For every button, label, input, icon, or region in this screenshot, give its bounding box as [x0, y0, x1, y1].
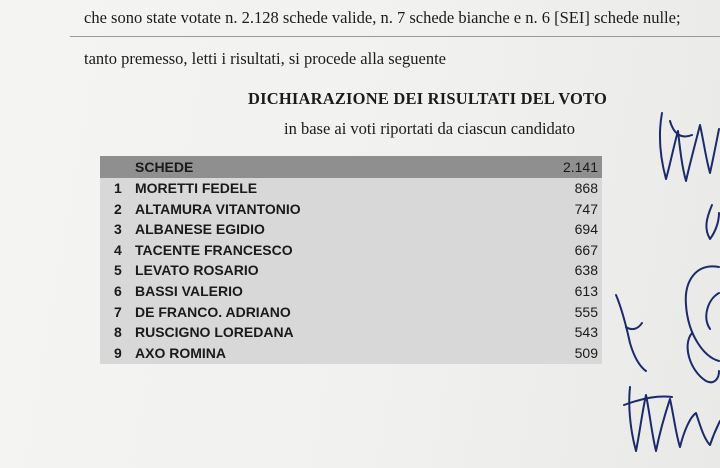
- candidate-name: ALBANESE EGIDIO: [135, 221, 265, 238]
- table-row: [100, 199, 602, 220]
- row-number: 4: [114, 241, 122, 258]
- row-number: 7: [114, 303, 122, 320]
- candidate-votes: 747: [574, 200, 598, 217]
- divider-rule: [70, 36, 720, 37]
- table-row: [100, 219, 602, 240]
- row-number: 8: [114, 324, 122, 341]
- candidate-name: BASSI VALERIO: [135, 282, 243, 299]
- table-row: [100, 302, 602, 323]
- row-number: 3: [114, 221, 122, 238]
- candidate-votes: 613: [574, 282, 598, 299]
- table-row: [100, 322, 602, 343]
- candidate-name: RUSCIGNO LOREDANA: [135, 324, 294, 341]
- candidate-votes: 667: [574, 241, 598, 258]
- text-line-premise: tanto premesso, letti i risultati, si procede alla seguente: [84, 49, 446, 68]
- results-heading: DICHIARAZIONE DEI RISULTATI DEL VOTO: [248, 89, 607, 108]
- table-row: [100, 240, 602, 261]
- candidate-name: LEVATO ROSARIO: [135, 262, 259, 279]
- row-number: 6: [114, 282, 122, 299]
- candidate-votes: 509: [574, 344, 598, 361]
- candidate-votes: 868: [574, 180, 598, 196]
- candidate-votes: 694: [574, 221, 598, 238]
- candidate-votes: 555: [574, 303, 598, 320]
- table-header-label: SCHEDE: [135, 159, 194, 175]
- candidate-name: TACENTE FRANCESCO: [135, 241, 293, 258]
- candidate-votes: 543: [574, 324, 598, 341]
- candidate-name: DE FRANCO. ADRIANO: [135, 303, 291, 320]
- handwritten-signatures: [600, 95, 720, 468]
- text-line-votes: che sono state votate n. 2.128 schede valide, n. 7 schede bianche e n. 6 [SEI] schede nulle;: [84, 8, 681, 27]
- table-row: [100, 343, 602, 364]
- results-table: [100, 156, 602, 364]
- candidate-name: MORETTI FEDELE: [135, 180, 258, 196]
- row-number: 2: [114, 200, 122, 217]
- table-header: [100, 156, 602, 178]
- candidate-name: AXO ROMINA: [135, 344, 226, 361]
- table-header-total: 2.141: [562, 159, 598, 175]
- results-subheading: in base ai voti riportati da ciascun candidato: [284, 119, 575, 138]
- table-row: [100, 260, 602, 281]
- candidate-name: ALTAMURA VITANTONIO: [135, 200, 301, 217]
- row-number: 5: [114, 262, 122, 279]
- row-number: 9: [114, 344, 122, 361]
- candidate-votes: 638: [574, 262, 598, 279]
- row-number: 1: [114, 180, 122, 196]
- table-row: [100, 178, 602, 199]
- table-row: [100, 281, 602, 302]
